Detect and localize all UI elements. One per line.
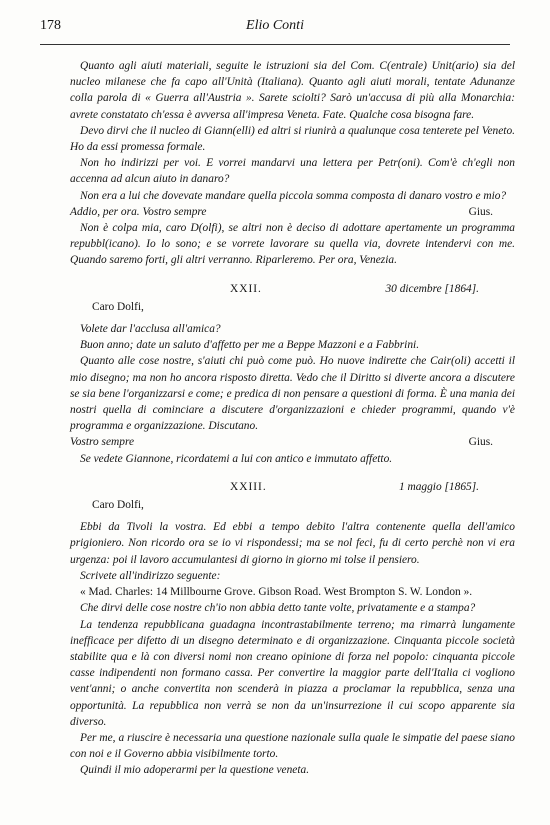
page-header bbox=[40, 18, 510, 42]
letter-heading bbox=[70, 281, 515, 297]
letter-date: 1 maggio [1865]. bbox=[398, 480, 479, 493]
paragraph: Devo dirvi che il nucleo di Giann(elli) ed altri si riunirà a qualunque cosa tenterete pel Veneto. Ho da essi promessa formale. bbox=[70, 124, 515, 154]
paragraph: Non era a lui che dovevate mandare quella piccola somma composta di danaro vostro e mio? bbox=[80, 189, 507, 202]
paragraph: Volete dar l'acclusa all'amica? bbox=[80, 323, 221, 336]
letter-number: XXII. bbox=[230, 282, 262, 295]
header-rule bbox=[40, 44, 510, 45]
salutation: Caro Dolfi, bbox=[92, 499, 144, 512]
address-line: « Mad. Charles: 14 Millbourne Grove. Gibson Road. West Brompton S. W. London ». bbox=[80, 586, 473, 599]
page-body bbox=[70, 58, 515, 779]
paragraph: Ebbi da Tivoli la vostra. Ed ebbi a tempo debito l'altra contenente quella dell'amico prigioniero. Non ricordo ora se io vi rispondessi; ma se nol feci, fu di certo perchè non vi era urgenza: poi il lavoro accumulantesi di giorno in giorno mi tolse il pensiero. bbox=[70, 521, 515, 566]
closing: Vostro sempre bbox=[70, 436, 135, 449]
paragraph: Quindi il mio adoperarmi per la questione veneta. bbox=[80, 764, 310, 777]
closing: Addio, per ora. Vostro sempre bbox=[70, 205, 207, 218]
postscript: Non è colpa mia, caro D(olfi), se altri non è deciso di adottare apertamente un programma repubbl(icano). Io lo sono; e se vorrete lavorare su quella via, dovrete intendervi con me. Quando saremo forti, gli altri verranno. Riparleremo. Per ora, Venezia. bbox=[70, 222, 515, 267]
paragraph: La tendenza repubblicana guadagna incontrastabilmente terreno; ma rimarrà lungamente inefficace per difetto di un disegno determinato e di organizzazione. Cinquanta piccole società stabilite qua e là con diversi nomi non creano opinione di forza nel popolo: cinquanta piccole casse indipendenti non formano cassa. Per convertire la maggior parte dell'Italia ci vogliono vent'anni; o anche convertita non scenderà in piazza a proclamar la repubblica, senza una opportunità. La repubblica non verrà se non da un'insurrezione il cui scopo apparente sia diverso. bbox=[70, 618, 515, 728]
signature: Gius. bbox=[468, 436, 493, 449]
letter-date: 30 dicembre [1864]. bbox=[385, 282, 479, 295]
paragraph: Scrivete all'indirizzo seguente: bbox=[80, 569, 221, 582]
paragraph: Per me, a riuscire è necessaria una questione nazionale sulla quale le simpatie del paese siano con noi e il Governo abbia visibilmente torto. bbox=[70, 731, 515, 761]
letter-heading bbox=[70, 479, 515, 495]
paragraph: Buon anno; date un saluto d'affetto per me a Beppe Mazzoni e a Fabbrini. bbox=[80, 339, 420, 352]
letter-number: XXIII. bbox=[230, 480, 267, 493]
postscript: Se vedete Giannone, ricordatemi a lui con antico e immutato affetto. bbox=[80, 452, 393, 465]
paragraph: Non ho indirizzi per voi. E vorrei mandarvi una lettera per Petr(oni). Com'è ch'egli non accenna ad alcun aiuto in danaro? bbox=[70, 157, 515, 186]
paragraph: Che dirvi delle cose nostre ch'io non abbia detto tante volte, privatamente e a stampa? bbox=[80, 602, 476, 615]
salutation: Caro Dolfi, bbox=[92, 300, 144, 313]
signature: Gius. bbox=[468, 205, 493, 218]
closing-line bbox=[70, 204, 515, 220]
page-number: 178 bbox=[40, 18, 61, 33]
paragraph: Quanto alle cose nostre, s'aiuti chi può come può. Ho nuove indirette che Cair(oli) accetti il mio disegno; ma non ho ancora risposto diretta. Vedo che il Diritto si diverte ancora a discutere se sia bene l'organizzarsi e come; e predica di non pensare a questioni di forma. È una mania dei nostri quella di cominciare a discutere d'organizzazioni e chieder programmi, quando v'è programma e organizzazione. Discutano. bbox=[70, 355, 515, 433]
paragraph: Quanto agli aiuti materiali, seguite le istruzioni sia del Com. C(entrale) Unit(ario) sia del nucleo milanese che fa capo all'Unità (Italiana). Quanto agli aiuti morali, tentate Adunanze colla parola di « Guerra all'Austria ». Sarete sciolti? Sarò un'accusa di più alla Monarchia: avrete constatato ch'essa è avversa all'impresa Veneta. Fate. Qualche cosa bisogna fare. bbox=[70, 60, 515, 121]
running-title: Elio Conti bbox=[246, 18, 304, 33]
closing-line bbox=[70, 434, 515, 450]
